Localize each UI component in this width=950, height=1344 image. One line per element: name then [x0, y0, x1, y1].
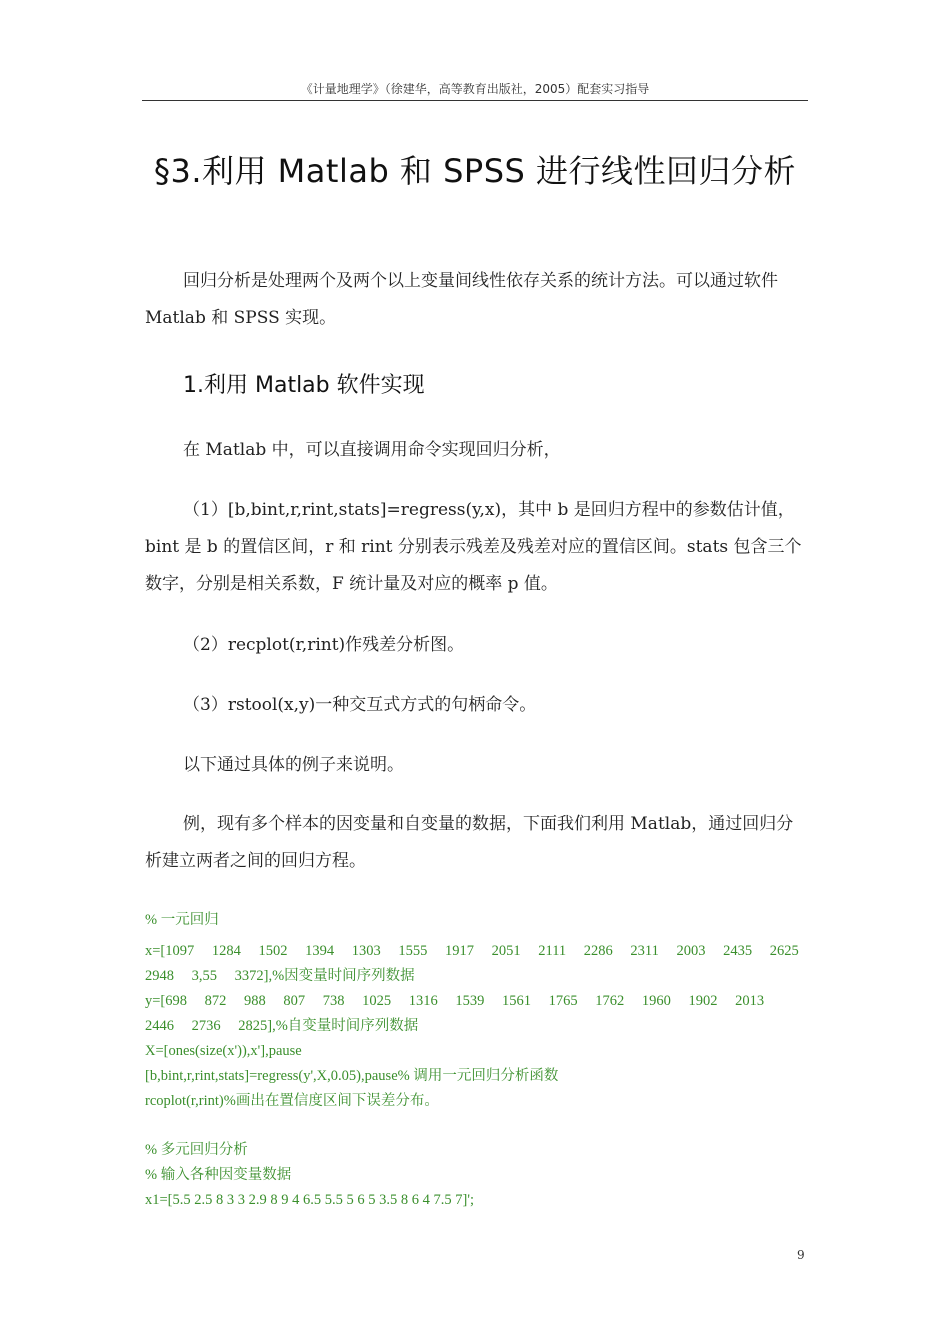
code-comment: % 输入各种因变量数据: [145, 1167, 292, 1183]
header-divider: [142, 100, 808, 101]
section-heading: 1.利用 Matlab 软件实现: [183, 373, 425, 398]
code-line-x: x=[1097 1284 1502 1394 1303 1555 1917 2051 2111 2286 2311 2003 2435 2625 2948 3,55 3372],%因变量时间序列数据: [145, 943, 799, 984]
page-number: 9: [797, 1248, 805, 1262]
code-line-x1: x1=[5.5 2.5 8 3 3 2.9 8 9 4 6.5 5.5 5 6 5 3.5 8 6 4 7.5 7]';: [145, 1192, 474, 1208]
code-line-y: y=[698 872 988 807 738 1025 1316 1539 1561 1765 1762 1960 1902 2013 2446 2736 2825],%自变量时间序列数据: [145, 993, 765, 1034]
example-paragraph: 例，现有多个样本的因变量和自变量的数据，下面我们利用 Matlab，通过回归分析建立两者之间的回归方程。: [145, 814, 794, 871]
code-line-X: X=[ones(size(x')),x'],pause: [145, 1043, 302, 1059]
code-line-regress: [b,bint,r,rint,stats]=regress(y',X,0.05),pause% 调用一元回归分析函数: [145, 1068, 559, 1084]
matlab-lead-paragraph: 在 Matlab 中，可以直接调用命令实现回归分析，: [183, 440, 561, 460]
regress-item: （1）[b,bint,r,rint,stats]=regress(y,x)，其中 b 是回归方程中的参数估计值，bint 是 b 的置信区间，r 和 rint 分别表示残差及残差对应的置信区间。stats 包含三个数字，分别是相关系数，F 统计量及对应的概率 p 值。: [145, 500, 802, 594]
rcoplot-item: （2）recplot(r,rint)作残差分析图。: [183, 635, 465, 655]
code-comment: % 一元回归: [145, 912, 219, 928]
running-header: 《计量地理学》（徐建华，高等教育出版社，2005）配套实习指导: [300, 82, 650, 96]
rstool-item: （3）rstool(x,y)一种交互式方式的句柄命令。: [183, 695, 537, 715]
code-block-simple-regression: [145, 908, 807, 1114]
page-title: §3.利用 Matlab 和 SPSS 进行线性回归分析: [153, 152, 797, 190]
example-lead-paragraph: 以下通过具体的例子来说明。: [183, 755, 404, 775]
code-block-multiple-regression: [145, 1138, 807, 1213]
code-line-rcoplot: rcoplot(r,rint)%画出在置信度区间下误差分布。: [145, 1093, 439, 1109]
code-comment: % 多元回归分析: [145, 1142, 248, 1158]
intro-paragraph: 回归分析是处理两个及两个以上变量间线性依存关系的统计方法。可以通过软件 Matlab 和 SPSS 实现。: [145, 271, 778, 328]
